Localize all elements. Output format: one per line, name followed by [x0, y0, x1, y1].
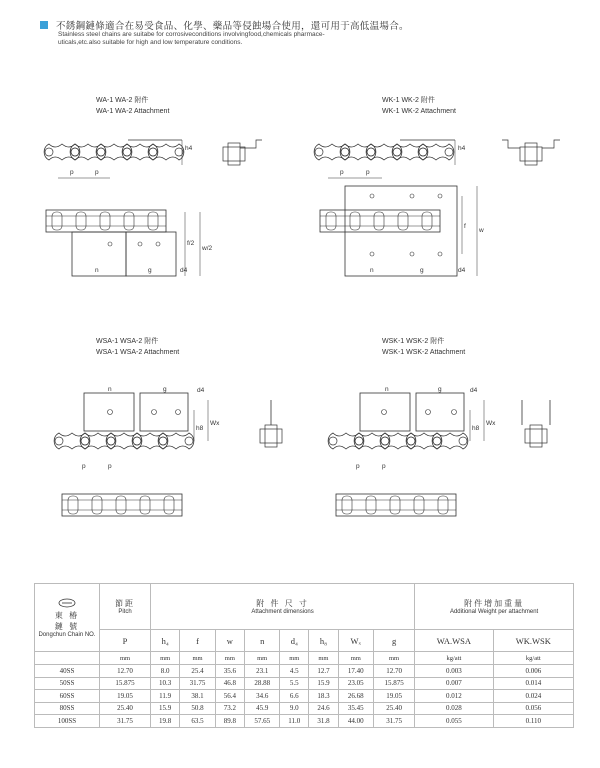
- intro-english-line2: uticals,etc.also suitable for high and low temperature conditions.: [58, 39, 243, 46]
- col-wk-wsk: WK.WSK: [493, 630, 573, 652]
- table-cell: 12.70: [373, 665, 414, 678]
- table-cell: 11.0: [280, 715, 309, 728]
- fig-wk-label-zh: WK-1 WK-2 附件: [382, 97, 435, 104]
- table-cell: 89.8: [215, 715, 244, 728]
- table-cell: 19.05: [100, 690, 151, 703]
- table-cell: 0.012: [415, 690, 493, 703]
- table-cell: 40SS: [35, 665, 100, 678]
- table-row: [35, 690, 574, 703]
- svg-text:Wx: Wx: [210, 420, 220, 427]
- wsa-drawing: [54, 386, 282, 516]
- table-cell: 100SS: [35, 715, 100, 728]
- svg-text:p: p: [108, 463, 112, 470]
- svg-text:p: p: [366, 169, 370, 176]
- table-cell: 50SS: [35, 677, 100, 690]
- table-cell: 8.0: [151, 665, 180, 678]
- svg-text:d4: d4: [180, 267, 188, 274]
- table-cell: 38.1: [180, 690, 215, 703]
- att-zh: 附 件 尺 寸: [256, 599, 309, 608]
- svg-text:p: p: [95, 169, 99, 176]
- table-cell: 31.75: [100, 715, 151, 728]
- wa-drawing: [44, 140, 262, 276]
- col-f: f: [180, 630, 215, 652]
- pitch-zh: 節距: [115, 599, 135, 608]
- unit-cell: kg/att: [493, 652, 573, 665]
- unit-cell: mm: [245, 652, 280, 665]
- svg-text:Wx: Wx: [486, 420, 496, 427]
- svg-text:g: g: [438, 386, 442, 393]
- pitch-header: [100, 584, 151, 630]
- table-row: [35, 677, 574, 690]
- svg-text:n: n: [385, 386, 389, 393]
- table-cell: 15.9: [151, 702, 180, 715]
- table-cell: 25.40: [373, 702, 414, 715]
- table-cell: 0.006: [493, 665, 573, 678]
- table-cell: 57.65: [245, 715, 280, 728]
- unit-cell: kg/att: [415, 652, 493, 665]
- weight-header: [415, 584, 574, 630]
- wk-drawing: [314, 140, 560, 276]
- table-cell: 0.003: [415, 665, 493, 678]
- unit-row: [35, 652, 574, 665]
- table-cell: 6.6: [280, 690, 309, 703]
- col-wa-wsa: WA.WSA: [415, 630, 493, 652]
- svg-text:p: p: [382, 463, 386, 470]
- table-cell: 0.024: [493, 690, 573, 703]
- table-cell: 73.2: [215, 702, 244, 715]
- table-cell: 28.88: [245, 677, 280, 690]
- table-cell: 35.6: [215, 665, 244, 678]
- table-row: [35, 702, 574, 715]
- table-cell: 0.007: [415, 677, 493, 690]
- table-cell: 34.6: [245, 690, 280, 703]
- svg-text:g: g: [420, 267, 424, 274]
- svg-text:h8: h8: [472, 425, 480, 432]
- fig-wsk-label-zh: WSK-1 WSK-2 附件: [382, 338, 445, 345]
- col-w: w: [215, 630, 244, 652]
- chain-no-header: [35, 584, 100, 652]
- table-cell: 0.055: [415, 715, 493, 728]
- table-cell: 31.8: [309, 715, 338, 728]
- att-en: Attachment dimensions: [251, 609, 314, 615]
- table-cell: 0.056: [493, 702, 573, 715]
- brand-zh: 東 椿: [54, 610, 80, 620]
- table-cell: 0.028: [415, 702, 493, 715]
- unit-cell: mm: [151, 652, 180, 665]
- svg-text:h8: h8: [196, 425, 204, 432]
- unit-cell: mm: [309, 652, 338, 665]
- table-cell: 0.110: [493, 715, 573, 728]
- table-row: [35, 715, 574, 728]
- intro-english-line1: Stainless steel chains are suitabe for corrosiveconditions involvingfood,chemicals pharmace-: [58, 31, 325, 38]
- svg-text:h4: h4: [185, 145, 193, 152]
- unit-cell: mm: [215, 652, 244, 665]
- dongchun-logo-icon: [58, 598, 76, 608]
- wt-en: Additional Weight per attachment: [449, 609, 539, 615]
- chain-en: Dongchun Chain NO.: [38, 631, 96, 638]
- table-cell: 35.45: [338, 702, 373, 715]
- fig-wa-label-zh: WA-1 WA-2 附件: [96, 97, 149, 104]
- unit-cell: mm: [180, 652, 215, 665]
- fig-wsa-label-en: WSA-1 WSA-2 Attachment: [96, 349, 180, 356]
- table-cell: 9.0: [280, 702, 309, 715]
- attachment-dims-header: [151, 584, 415, 630]
- table-cell: 63.5: [180, 715, 215, 728]
- spec-table: [34, 583, 574, 728]
- wt-zh: 附件增加重量: [464, 599, 525, 608]
- table-cell: 15.875: [373, 677, 414, 690]
- table-cell: 46.8: [215, 677, 244, 690]
- fig-wsa-label-zh: WSA-1 WSA-2 附件: [96, 338, 159, 345]
- col-g: g: [373, 630, 414, 652]
- unit-cell: mm: [100, 652, 151, 665]
- table-row: [35, 665, 574, 678]
- table-cell: 15.9: [309, 677, 338, 690]
- chain-zh: 鏈 號: [54, 621, 80, 631]
- table-cell: 4.5: [280, 665, 309, 678]
- svg-text:n: n: [108, 386, 112, 393]
- table-cell: 26.68: [338, 690, 373, 703]
- svg-text:w/2: w/2: [202, 245, 213, 252]
- wsk-drawing: [328, 386, 550, 516]
- col-p: P: [100, 630, 151, 652]
- table-cell: 44.00: [338, 715, 373, 728]
- svg-text:f: f: [464, 223, 466, 230]
- svg-text:n: n: [370, 267, 374, 274]
- table-cell: 31.75: [373, 715, 414, 728]
- svg-text:p: p: [70, 169, 74, 176]
- table-cell: 12.7: [309, 665, 338, 678]
- table-cell: 5.5: [280, 677, 309, 690]
- col-h8: h₈: [309, 630, 338, 652]
- table-cell: 19.8: [151, 715, 180, 728]
- table-cell: 56.4: [215, 690, 244, 703]
- table-cell: 50.8: [180, 702, 215, 715]
- fig-wk-label-en: WK-1 WK-2 Attachment: [382, 108, 456, 115]
- table-cell: 24.6: [309, 702, 338, 715]
- table-cell: 0.014: [493, 677, 573, 690]
- col-wx: Wₓ: [338, 630, 373, 652]
- unit-cell: mm: [280, 652, 309, 665]
- table-cell: 18.3: [309, 690, 338, 703]
- svg-text:h4: h4: [458, 145, 466, 152]
- table-cell: 10.3: [151, 677, 180, 690]
- pitch-en: Pitch: [118, 609, 132, 615]
- table-cell: 19.05: [373, 690, 414, 703]
- svg-text:w: w: [479, 227, 484, 234]
- col-d4: d₄: [280, 630, 309, 652]
- svg-text:g: g: [148, 267, 152, 274]
- table-cell: 15.875: [100, 677, 151, 690]
- col-h4: h₄: [151, 630, 180, 652]
- table-cell: 23.1: [245, 665, 280, 678]
- fig-wsk-label-en: WSK-1 WSK-2 Attachment: [382, 349, 466, 356]
- table-cell: 23.05: [338, 677, 373, 690]
- table-cell: 25.40: [100, 702, 151, 715]
- svg-text:p: p: [356, 463, 360, 470]
- unit-cell: mm: [373, 652, 414, 665]
- table-cell: 12.70: [100, 665, 151, 678]
- svg-text:f/2: f/2: [187, 240, 195, 247]
- svg-text:p: p: [340, 169, 344, 176]
- unit-cell: mm: [338, 652, 373, 665]
- svg-text:n: n: [95, 267, 99, 274]
- table-cell: 80SS: [35, 702, 100, 715]
- svg-text:d4: d4: [470, 387, 478, 394]
- intro-chinese: 不銹鋼鏈條適合在易受食品、化學、藥品等侵蝕場合使用，還可用于高低温場合。: [56, 21, 409, 32]
- table-cell: 60SS: [35, 690, 100, 703]
- fig-wa-label-en: WA-1 WA-2 Attachment: [96, 108, 170, 115]
- table-cell: 17.40: [338, 665, 373, 678]
- table-cell: 11.9: [151, 690, 180, 703]
- svg-text:g: g: [163, 386, 167, 393]
- table-cell: 31.75: [180, 677, 215, 690]
- col-n: n: [245, 630, 280, 652]
- table-cell: 25.4: [180, 665, 215, 678]
- svg-text:d4: d4: [197, 387, 205, 394]
- svg-text:p: p: [82, 463, 86, 470]
- table-cell: 45.9: [245, 702, 280, 715]
- svg-text:d4: d4: [458, 267, 466, 274]
